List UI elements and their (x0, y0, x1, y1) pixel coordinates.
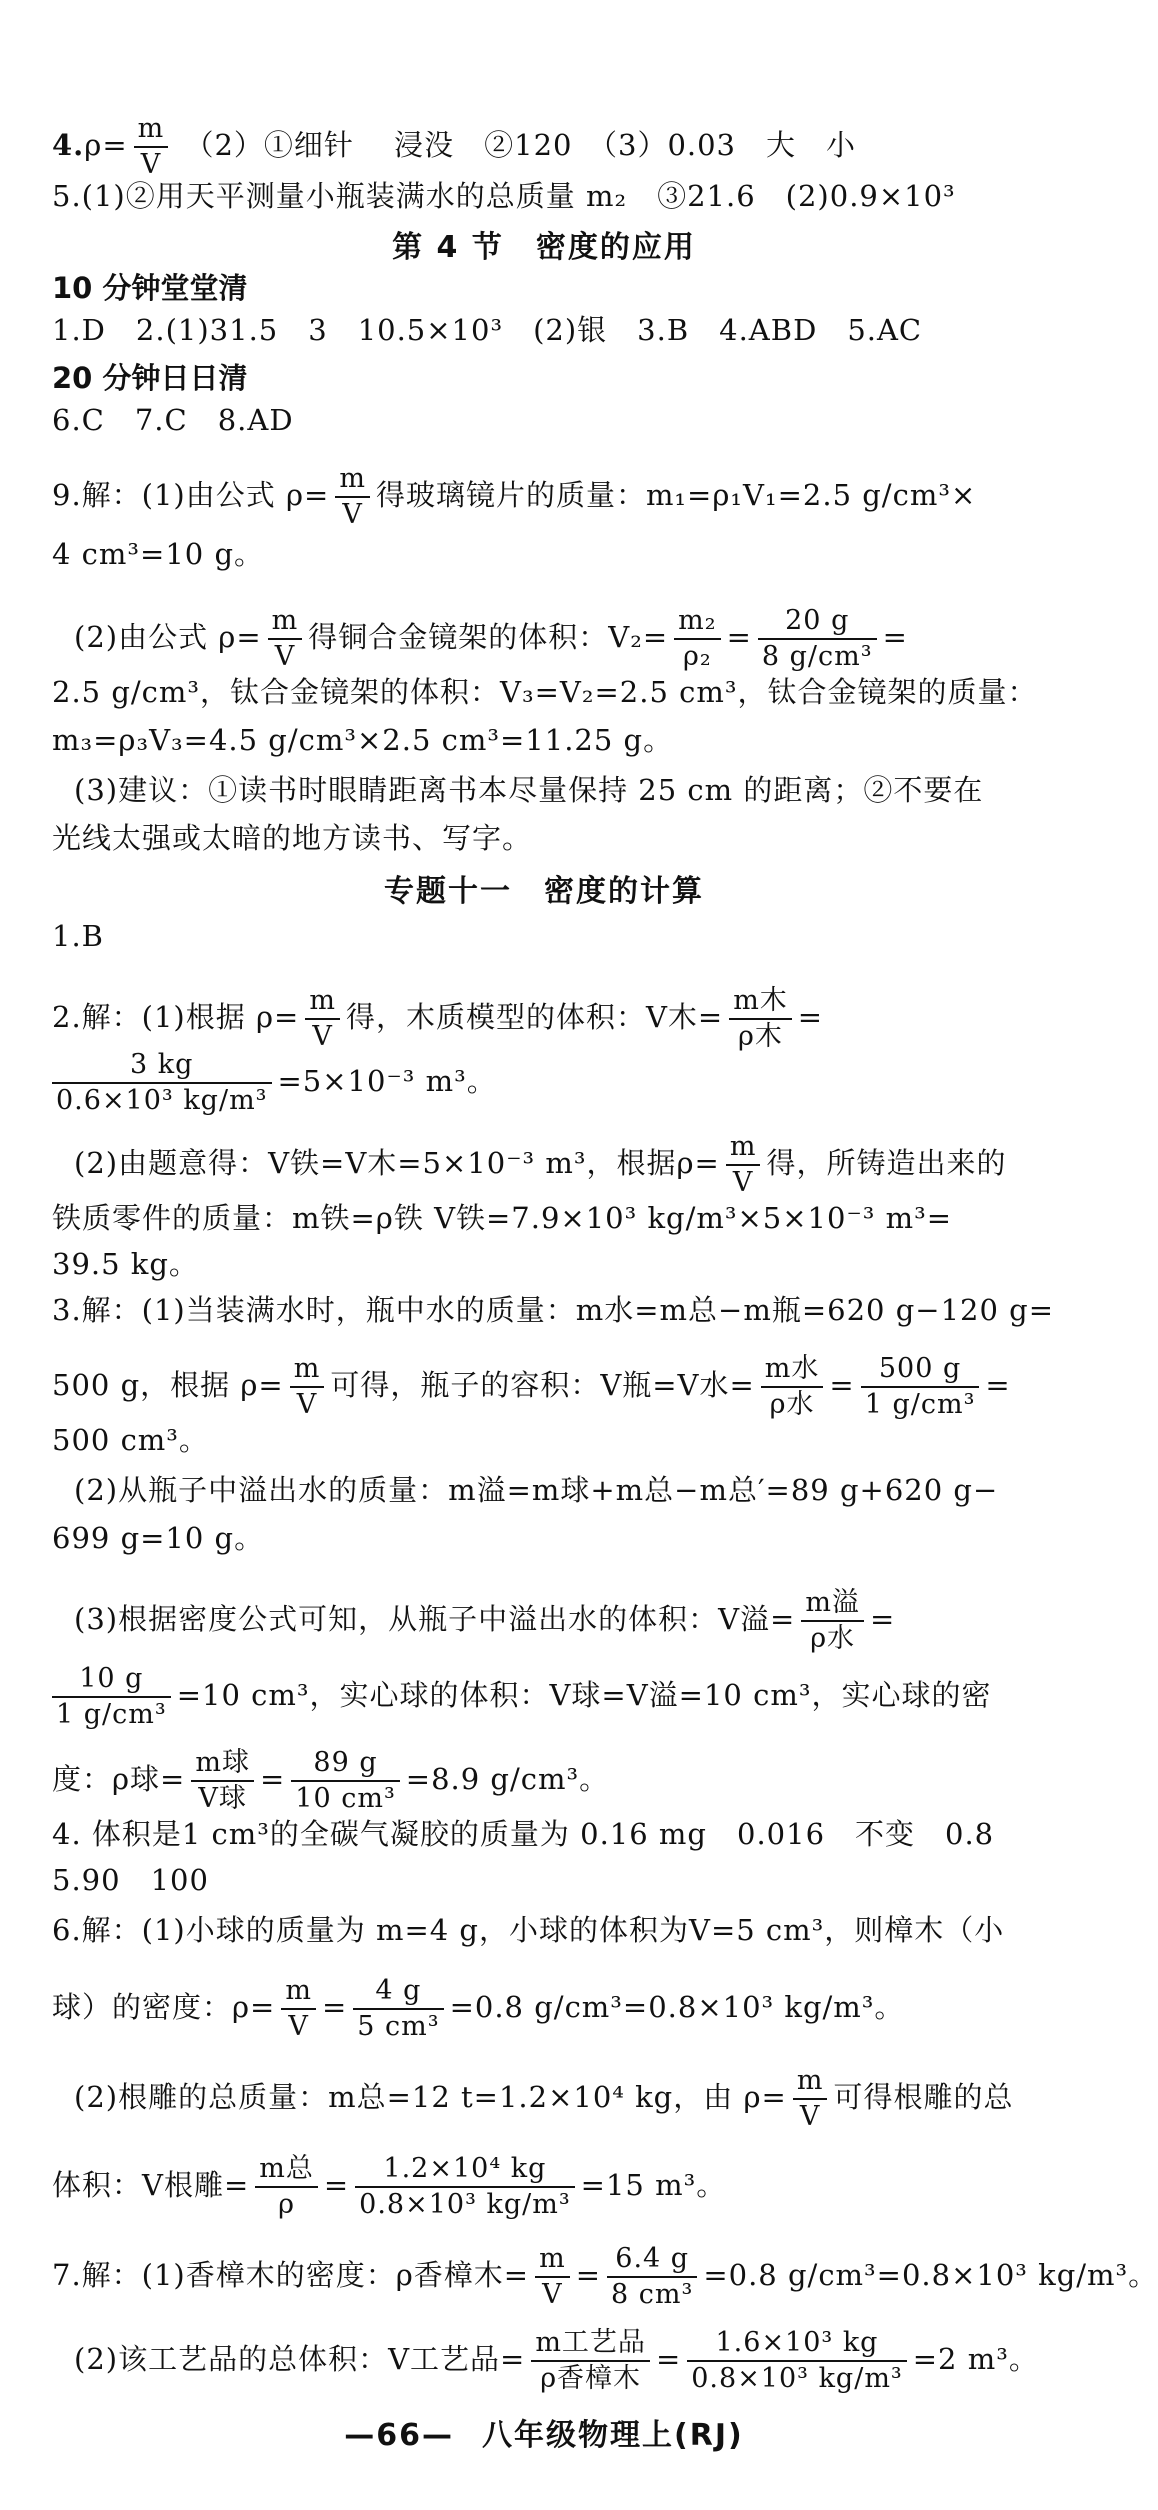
t7-line-2 (74, 2326, 1039, 2396)
fraction: $\frac{3 kg}{\text{0.6×10³ kg/m³}}$ (52, 1048, 272, 1118)
t2-line-4: 铁质零件的质量：m铁=ρ铁 V铁=7.9×10³ kg/m³×5×10⁻³ m³= (52, 1201, 953, 1235)
fraction: $\frac{6.4 g}{\text{8 cm³}}$ (607, 2242, 697, 2312)
text: 500 g，根据 ρ= (52, 1368, 284, 1402)
text: 得玻璃镜片的质量：m₁=ρ₁V₁=2.5 g/cm³× (375, 478, 977, 512)
text: 可得，瓶子的容积：V瓶=V水= (330, 1368, 755, 1402)
text: = (797, 1000, 824, 1034)
text: = (323, 2168, 350, 2202)
t3-line-2 (52, 1352, 1011, 1422)
fraction: $\frac{89 g}{\text{10 cm³}}$ (291, 1746, 400, 1816)
fraction: $\frac{4 g}{\text{5 cm³}}$ (353, 1974, 443, 2044)
text: = (726, 620, 752, 654)
text: = (829, 1368, 855, 1402)
text: 9.解：(1)由公式 ρ= (52, 478, 330, 512)
question-number: 4. (52, 128, 85, 162)
q9-line-6: (3)建议：①读书时眼睛距离书本尽量保持 25 cm 的距离；②不要在 (74, 773, 984, 807)
text: =5×10⁻³ m³。 (277, 1064, 497, 1098)
text: (2)由题意得：V铁=V木=5×10⁻³ m³，根据ρ= (74, 1146, 720, 1180)
topic-answer-4: 4. 体积是1 cm³的全碳气凝胶的质量为 0.16 mg 0.016 不变 0.8 (52, 1817, 995, 1851)
fraction: $\frac{\text{m总}}{\rho}$ (255, 2152, 318, 2222)
text: =8.9 g/cm³。 (405, 1762, 610, 1796)
text: 得，木质模型的体积：V木= (345, 1000, 724, 1034)
fraction: $\frac{m}{V}$ (268, 604, 303, 674)
text: = (882, 620, 908, 654)
q9-line-3 (74, 604, 908, 674)
text: = (985, 1368, 1011, 1402)
fraction: $\frac{\text{m水}}{\text{ρ水}}$ (761, 1352, 824, 1422)
q9-line-4: 2.5 g/cm³，钛合金镜架的体积：V₃=V₂=2.5 cm³，钛合金镜架的质量： (52, 675, 1038, 709)
fraction: $\frac{\text{m₂}}{\text{ρ₂}}$ (674, 604, 720, 674)
q9-line-2: 4 cm³=10 g。 (52, 537, 265, 571)
text: 得，所铸造出来的 (766, 1146, 1007, 1180)
text: = (321, 1990, 348, 2024)
twenty-minute-label: 20 分钟日日清 (52, 361, 248, 395)
text: =15 m³。 (580, 2168, 727, 2202)
text: = (259, 1762, 286, 1796)
text: 可得根雕的总 (833, 2080, 1014, 2114)
fraction: $\frac{\text{m溢}}{\text{ρ水}}$ (801, 1586, 864, 1656)
text: 度：ρ球= (52, 1762, 186, 1796)
fraction: $\frac{10 g}{\text{1 g/cm³}}$ (52, 1662, 171, 1732)
text: (3)根据密度公式可知，从瓶子中溢出水的体积：V溢= (74, 1602, 796, 1636)
page-footer (0, 2410, 1088, 2454)
text: = (655, 2342, 682, 2376)
answer-text: （2）①细针 浸没 ②120 （3）0.03 大 小 (184, 128, 857, 162)
ten-minute-label: 10 分钟堂堂清 (52, 271, 248, 305)
topic-answer-5: 5.90 100 (52, 1863, 209, 1897)
text: = (575, 2258, 602, 2292)
section-title: 第 4 节 密度的应用 (392, 230, 696, 265)
ten-minute-answers: 1.D 2.(1)31.5 3 10.5×10³ (2)银 3.B 4.ABD 5.AC (52, 313, 923, 347)
text: =2 m³。 (912, 2342, 1039, 2376)
text: 球）的密度：ρ= (52, 1990, 276, 2024)
fraction: $\frac{\text{m工艺品}}{\text{ρ香樟木}}$ (531, 2326, 650, 2396)
twenty-minute-answers: 6.C 7.C 8.AD (52, 403, 294, 437)
t3-line-7 (52, 1662, 991, 1732)
text: 2.解：(1)根据 ρ= (52, 1000, 300, 1034)
q9-line-7: 光线太强或太暗的地方读书、写字。 (52, 821, 533, 855)
fraction: $\frac{m}{V}$ (305, 984, 340, 1054)
fraction: $\frac{m}{V}$ (726, 1130, 761, 1200)
t6-line-2 (52, 1974, 904, 2044)
answer-line-q5: 5.(1)②用天平测量小瓶装满水的总质量 m₂ ③21.6 (2)0.9×10³ (52, 179, 956, 213)
book-title: 八年级物理上(RJ) (482, 2418, 744, 2453)
text: =10 cm³，实心球的体积：V球=V溢=10 cm³，实心球的密 (176, 1678, 992, 1712)
page-number: —66— (344, 2418, 455, 2453)
fraction: $\frac{m}{V}$ (535, 2242, 570, 2312)
fraction: $\frac{\text{1.6×10³ kg}}{\text{0.8×10³ kg/m³}}$ (687, 2326, 907, 2396)
fraction: $\frac{\text{m球}}{\text{V球}}$ (191, 1746, 254, 1816)
t3-line-3: 500 cm³。 (52, 1423, 209, 1457)
text: =0.8 g/cm³=0.8×10³ kg/m³。 (703, 2258, 1158, 2292)
q9-line-1 (52, 462, 976, 532)
t3-line-6 (74, 1586, 895, 1656)
fraction: $\frac{m}{V}$ (281, 1974, 316, 2044)
t3-line-1: 3.解：(1)当装满水时，瓶中水的质量：m水=m总−m瓶=620 g−120 g= (52, 1293, 1055, 1327)
t6-line-4 (52, 2152, 726, 2222)
t2-line-3 (74, 1130, 1006, 1200)
t2-line-5: 39.5 kg。 (52, 1247, 199, 1281)
t2-line-1 (52, 984, 823, 1054)
topic-answer-1: 1.B (52, 919, 104, 953)
fraction: $\frac{m}{V}$ (335, 462, 370, 532)
fraction: $\frac{\text{1.2×10⁴ kg}}{\text{0.8×10³ kg/m³}}$ (355, 2152, 575, 2222)
text: 7.解：(1)香樟木的密度：ρ香樟木= (52, 2258, 530, 2292)
t7-line-1 (52, 2242, 1158, 2312)
fraction: $\frac{500 g}{\text{1 g/cm³}}$ (861, 1352, 980, 1422)
q9-line-5: m₃=ρ₃V₃=4.5 g/cm³×2.5 cm³=11.25 g。 (52, 723, 674, 757)
fraction: $\frac{m}{V}$ (290, 1352, 325, 1422)
text: (2)根雕的总质量：m总=12 t=1.2×10⁴ kg，由 ρ= (74, 2080, 787, 2114)
text: (2)该工艺品的总体积：V工艺品= (74, 2342, 526, 2376)
fraction-m-over-v: $\frac{m}{V}$ (134, 112, 169, 182)
text: (2)由公式 ρ= (74, 620, 262, 654)
text: = (869, 1602, 896, 1636)
answer-line-q4 (52, 112, 856, 182)
text: 体积：V根雕= (52, 2168, 250, 2202)
t6-line-3 (74, 2064, 1013, 2134)
formula-text: ρ= (84, 128, 128, 162)
t6-line-1: 6.解：(1)小球的质量为 m=4 g，小球的体积为V=5 cm³，则樟木（小 (52, 1913, 1005, 1947)
fraction: $\frac{20 g}{\text{8 g/cm³}}$ (758, 604, 877, 674)
fraction: $\frac{m}{V}$ (793, 2064, 828, 2134)
t3-line-5: 699 g=10 g。 (52, 1521, 265, 1555)
text: 得铜合金镜架的体积：V₂= (308, 620, 669, 654)
topic-title: 专题十一 密度的计算 (384, 874, 704, 909)
t3-line-8 (52, 1746, 609, 1816)
text: =0.8 g/cm³=0.8×10³ kg/m³。 (449, 1990, 905, 2024)
t3-line-4: (2)从瓶子中溢出水的质量：m溢=m球+m总−m总′=89 g+620 g− (74, 1473, 999, 1507)
t2-line-2 (52, 1048, 497, 1118)
fraction: $\frac{\text{m木}}{\text{ρ木}}$ (729, 984, 792, 1054)
